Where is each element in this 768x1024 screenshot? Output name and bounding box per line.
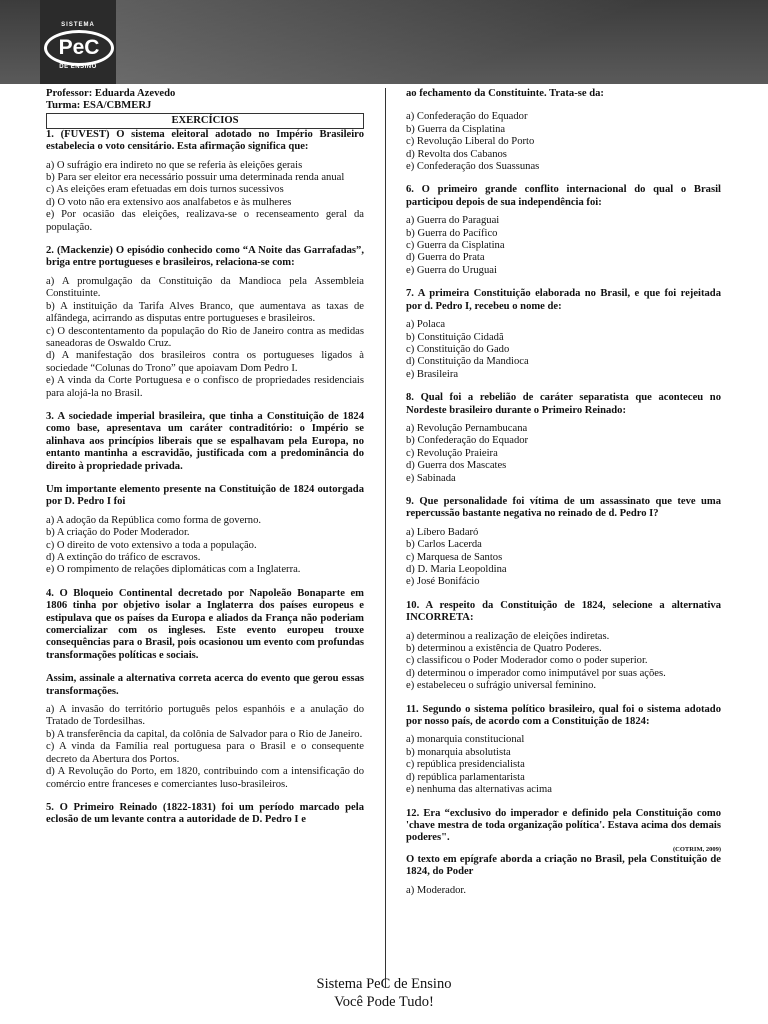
option: b) A instituição da Tarifa Alves Branco, que aumentava as taxas de alfândega, acirrando as disputas entre portugueses e brasileiros.	[46, 300, 364, 325]
option: d) A manifestação dos brasileiros contra os portugueses ligados à sociedade “Colunas do Trono” que apoiavam Dom Pedro I.	[46, 350, 364, 374]
question-7: 7. A primeira Constituição elaborada no Brasil, e que foi rejeitada por d. Pedro I, recebeu o nome de:	[406, 288, 721, 312]
question-1-options	[46, 160, 364, 234]
question-4-options	[46, 704, 364, 791]
question-12-options	[406, 885, 721, 897]
option: d) O voto não era extensivo aos analfabetos e às mulheres	[46, 196, 292, 208]
option: c) Revolução Praieira	[406, 447, 498, 459]
question-12: 12. Era “exclusivo do imperador e definido pela Constituição como 'chave mestra de toda organização política'. Estava acima dos demais poderes".	[406, 807, 721, 844]
question-3-options	[46, 515, 364, 577]
option: c) A vinda da Família real portuguesa para o Brasil e o consequente decreto da Abertura dos Portos.	[46, 741, 364, 765]
option: b) Para ser eleitor era necessário possuir uma determinada renda anual	[46, 172, 345, 184]
option: c) O descontentamento da população do Rio de Janeiro contra as medidas saneadoras de Oswaldo Cruz.	[46, 325, 364, 349]
option: e) A vinda da Corte Portuguesa e o confisco de propriedades residenciais para alojá-la no Brasil.	[46, 375, 364, 399]
option: e) José Bonifácio	[406, 576, 480, 588]
option: b) Guerra da Cisplatina	[406, 123, 506, 135]
left-column	[46, 88, 364, 827]
option: b) Guerra do Pacífico	[406, 227, 498, 239]
option: a) Revolução Pernambucana	[406, 422, 528, 434]
right-column	[406, 88, 721, 897]
option: d) república parlamentarista	[406, 771, 525, 783]
option: e) Por ocasião das eleições, realizava-se o recenseamento geral da população.	[46, 209, 364, 233]
option: a) A invasão do território português pelos espanhóis e a anulação do Tratado de Tordesilhas.	[46, 704, 364, 728]
option: b) A transferência da capital, da colônia de Salvador para o Rio de Janeiro.	[46, 728, 363, 740]
question-2-options	[46, 276, 364, 400]
question-4-prompt: Assim, assinale a alternativa correta acerca do evento que gerou essas transformações.	[46, 673, 364, 697]
column-divider	[385, 88, 386, 988]
option: e) Guerra do Uruguai	[406, 264, 497, 276]
option: d) Constituição da Mandioca	[406, 356, 529, 368]
question-5: 5. O Primeiro Reinado (1822-1831) foi um período marcado pela eclosão de um levante contra a autoridade de D. Pedro I e	[46, 801, 364, 826]
option: a) Confederação do Equador	[406, 111, 528, 123]
option: a) monarquia constitucional	[406, 734, 525, 746]
logo-mark: PeC	[44, 30, 114, 66]
question-12-prompt: O texto em epígrafe aborda a criação no Brasil, pela Constituição de 1824, do Poder	[406, 853, 721, 878]
question-9-options	[406, 527, 721, 589]
option: a) O sufrágio era indireto no que se referia às eleições gerais	[46, 159, 303, 171]
question-4: 4. O Bloqueio Continental decretado por Napoleão Bonaparte em 1806 tinha por objetivo isolar a Inglaterra dos países europeus e estipulava que os países da Europa e aliados da França não poderiam comercializar com os ingleses. Este evento europeu trouxe consequências para o Brasil, pois ocasionou um evento com profundas transformações políticas e sociais.	[46, 587, 364, 661]
question-5-options	[406, 111, 721, 173]
option: c) As eleições eram efetuadas em dois turnos sucessivos	[46, 184, 284, 196]
option: a) A promulgação da Constituição da Mandioca pela Assembleia Constituinte.	[46, 275, 364, 300]
page-header	[0, 0, 768, 84]
option: c) classificou o Poder Moderador como o poder superior.	[406, 655, 648, 667]
option: d) A extinção do tráfico de escravos.	[46, 552, 201, 563]
option: a) Moderador.	[406, 884, 467, 896]
option: c) O direito de voto extensivo a toda a população.	[46, 539, 257, 551]
option: d) D. Maria Leopoldina	[406, 564, 507, 575]
question-6-options	[406, 215, 721, 277]
option: d) Revolta dos Cabanos	[406, 148, 507, 160]
question-5-continued: ao fechamento da Constituinte. Trata-se da:	[406, 88, 604, 99]
option: c) Constituição do Gado	[406, 343, 510, 355]
question-2: 2. (Mackenzie) O episódio conhecido como “A Noite das Garrafadas”, briga entre portugueses e brasileiros, relaciona-se com:	[46, 245, 364, 269]
question-6: 6. O primeiro grande conflito internacional do qual o Brasil participou depois de sua independência foi:	[406, 184, 721, 208]
footer-line-1: Sistema PeC de Ensino	[316, 976, 452, 992]
option: a) determinou a realização de eleições indiretas.	[406, 630, 610, 642]
option: c) Marquesa de Santos	[406, 551, 503, 563]
citation: (COTRIM, 2009)	[672, 845, 721, 853]
question-8-options	[406, 423, 721, 485]
professor-line: Professor: Eduarda Azevedo	[46, 88, 176, 99]
question-11-options	[406, 734, 721, 796]
option: b) A criação do Poder Moderador.	[46, 527, 190, 539]
question-8: 8. Qual foi a rebelião de caráter separatista que aconteceu no Nordeste brasileiro durante o Primeiro Reinado:	[406, 392, 721, 416]
option: e) Confederação dos Suassunas	[406, 161, 540, 173]
option: e) nenhuma das alternativas acima	[406, 784, 552, 796]
option: a) A adoção da República como forma de governo.	[46, 514, 262, 526]
logo-bottom-text: DE ENSINO	[59, 64, 97, 70]
turma-line: Turma: ESA/CBMERJ	[46, 100, 152, 112]
option: e) Brasileira	[406, 368, 459, 380]
option: b) Carlos Lacerda	[406, 539, 482, 551]
option: b) Confederação do Equador	[406, 435, 529, 447]
footer-line-2: Você Pode Tudo!	[334, 994, 434, 1010]
option: e) estabeleceu o sufrágio universal feminino.	[406, 680, 597, 692]
question-3-prompt: Um importante elemento presente na Constituição de 1824 outorgada por D. Pedro I foi	[46, 483, 364, 508]
option: e) Sabinada	[406, 472, 456, 484]
question-10-options	[406, 631, 721, 693]
option: c) república presidencialista	[406, 759, 525, 771]
question-1: 1. (FUVEST) O sistema eleitoral adotado no Império Brasileiro estabelecia o voto censitário. Esta afirmação significa que:	[46, 128, 364, 153]
option: b) determinou a existência de Quatro Poderes.	[406, 643, 602, 655]
question-11: 11. Segundo o sistema político brasileiro, qual foi o sistema adotado por nosso país, de acordo com a Constituição de 1824:	[406, 703, 721, 728]
option: d) determinou o imperador como inimputável por suas ações.	[406, 667, 666, 679]
option: d) Guerra dos Mascates	[406, 460, 507, 472]
section-title: EXERCÍCIOS	[46, 113, 364, 129]
option: a) Líbero Badaró	[406, 526, 479, 538]
pec-logo	[40, 0, 116, 84]
option: c) Guerra da Cisplatina	[406, 240, 505, 252]
question-9: 9. Que personalidade foi vítima de um assassinato que teve uma repercussão bastante negativa no reinado de d. Pedro I?	[406, 495, 721, 520]
option: a) Guerra do Paraguai	[406, 215, 500, 227]
option: e) O rompimento de relações diplomáticas com a Inglaterra.	[46, 564, 301, 576]
logo-top-text: SISTEMA	[61, 22, 95, 28]
question-7-options	[406, 319, 721, 381]
option: a) Polaca	[406, 319, 446, 331]
question-3: 3. A sociedade imperial brasileira, que tinha a Constituição de 1824 como base, apresentava um caráter contraditório: o Império se alinhava aos princípios liberais que se espalhavam pela Europa, no entanto mantinha a escravidão, justificada com a predominância do direito à propriedade privada.	[46, 410, 364, 472]
option: b) Constituição Cidadã	[406, 331, 504, 343]
option: b) monarquia absolutista	[406, 746, 511, 758]
option: d) Guerra do Prata	[406, 252, 485, 264]
header-sheen	[100, 0, 768, 84]
option: c) Revolução Liberal do Porto	[406, 136, 535, 148]
question-10: 10. A respeito da Constituição de 1824, selecione a alternativa INCORRETA:	[406, 599, 721, 624]
option: d) A Revolução do Porto, em 1820, contribuindo com a intensificação do comércio entre franceses e comerciantes luso-brasileiros.	[46, 766, 364, 790]
